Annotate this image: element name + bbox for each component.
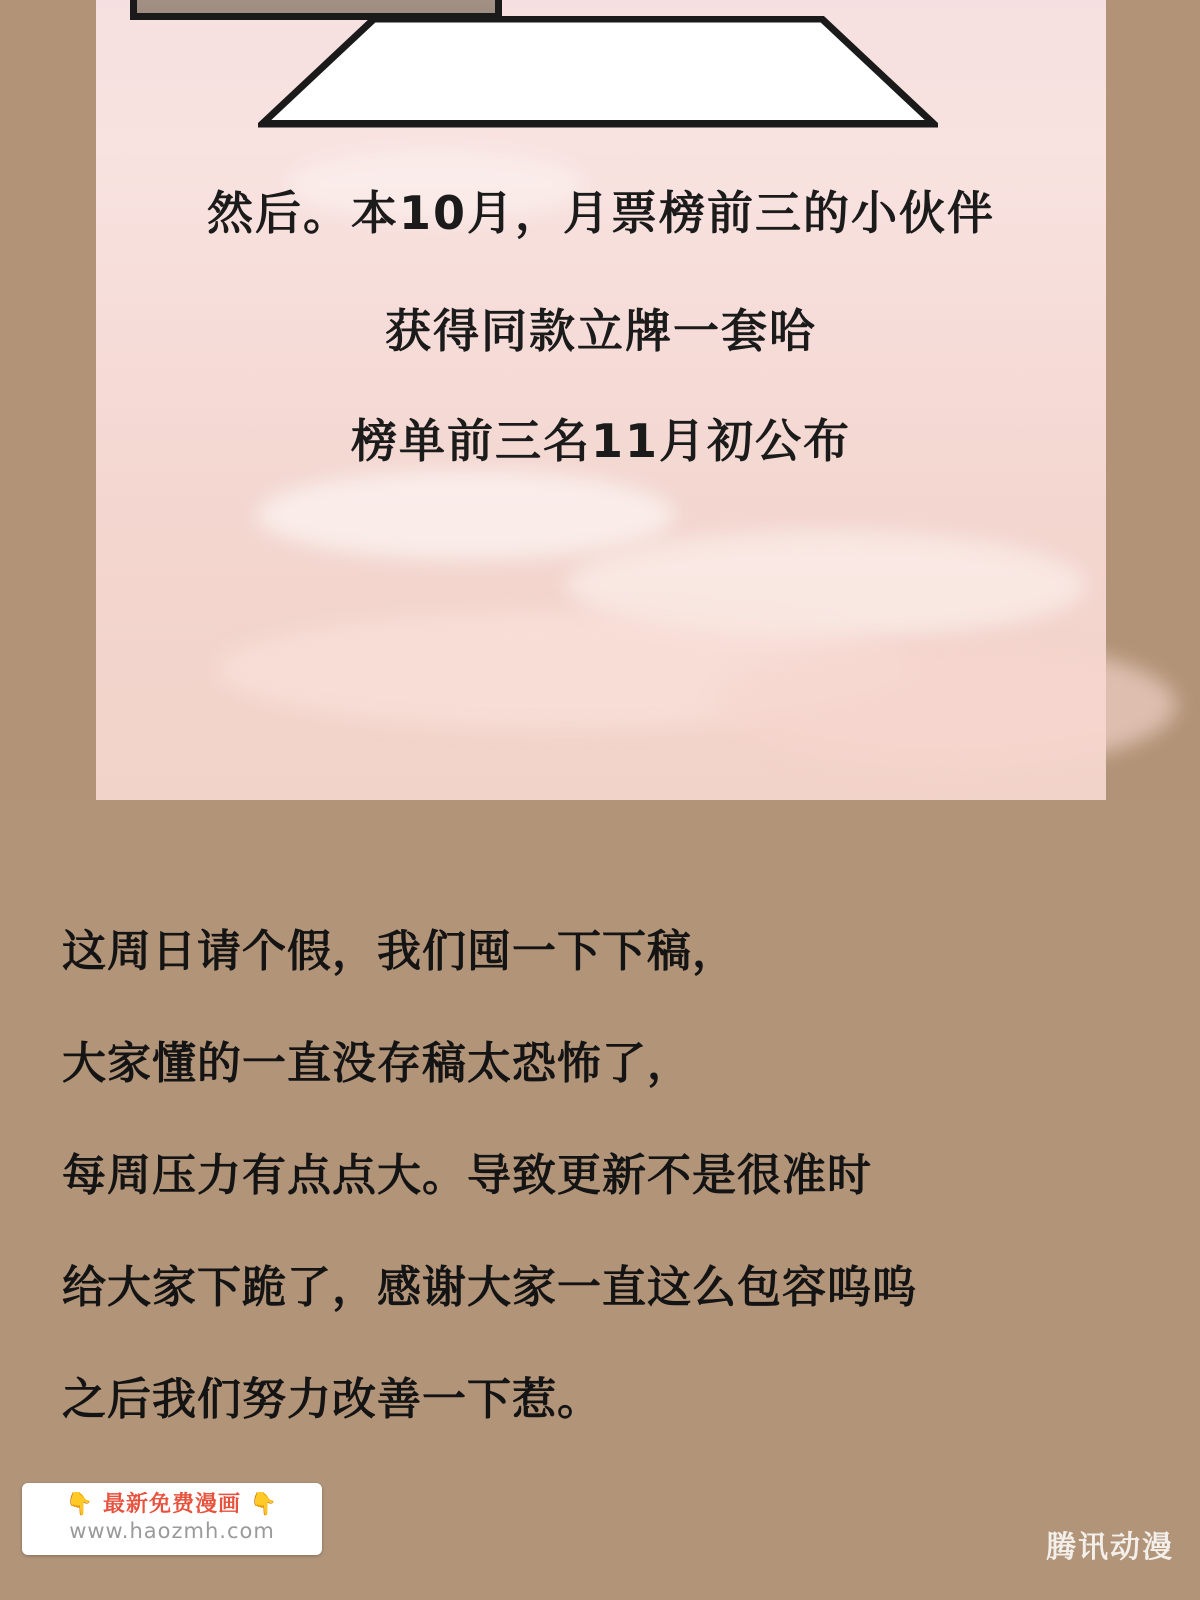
top-text-line: 榜单前三名11月初公布 (350, 414, 851, 468)
watermark-headline: 最新免费漫画 (102, 1492, 241, 1517)
bottom-text-line: 给大家下跪了，感谢大家一直这么包容呜呜 (62, 1262, 917, 1313)
tv-screen-artwork (137, 0, 495, 13)
cloud-shape (716, 640, 1176, 770)
bottom-text-line: 之后我们努力改善一下惹。 (62, 1374, 602, 1425)
standee-base-outline-icon (258, 16, 938, 128)
bottom-text-line: 每周压力有点点大。导致更新不是很准时 (62, 1150, 872, 1201)
watermark-url[interactable]: www.haozmh.com (69, 1519, 275, 1543)
standee-illustration (130, 0, 930, 125)
site-watermark-badge[interactable] (22, 1483, 322, 1555)
pointing-down-hand-icon: 👇 (249, 1492, 279, 1517)
bottom-text-line: 大家懂的一直没存稿太恐怖了， (62, 1038, 692, 1089)
watermark-headline-row (22, 1487, 322, 1518)
top-text-line: 然后。本10月，月票榜前三的小伙伴 (206, 186, 995, 240)
top-announcement-text (96, 186, 1106, 468)
pointing-down-hand-icon: 👇 (65, 1492, 95, 1517)
bottom-panel (0, 800, 1200, 1600)
cloud-shape (256, 470, 676, 560)
publisher-watermark: 腾讯动漫 (1046, 1530, 1174, 1565)
bottom-text-line: 这周日请个假，我们囤一下下稿， (62, 926, 737, 977)
bottom-note-text (62, 926, 1152, 1490)
top-text-line: 获得同款立牌一套哈 (385, 304, 817, 358)
